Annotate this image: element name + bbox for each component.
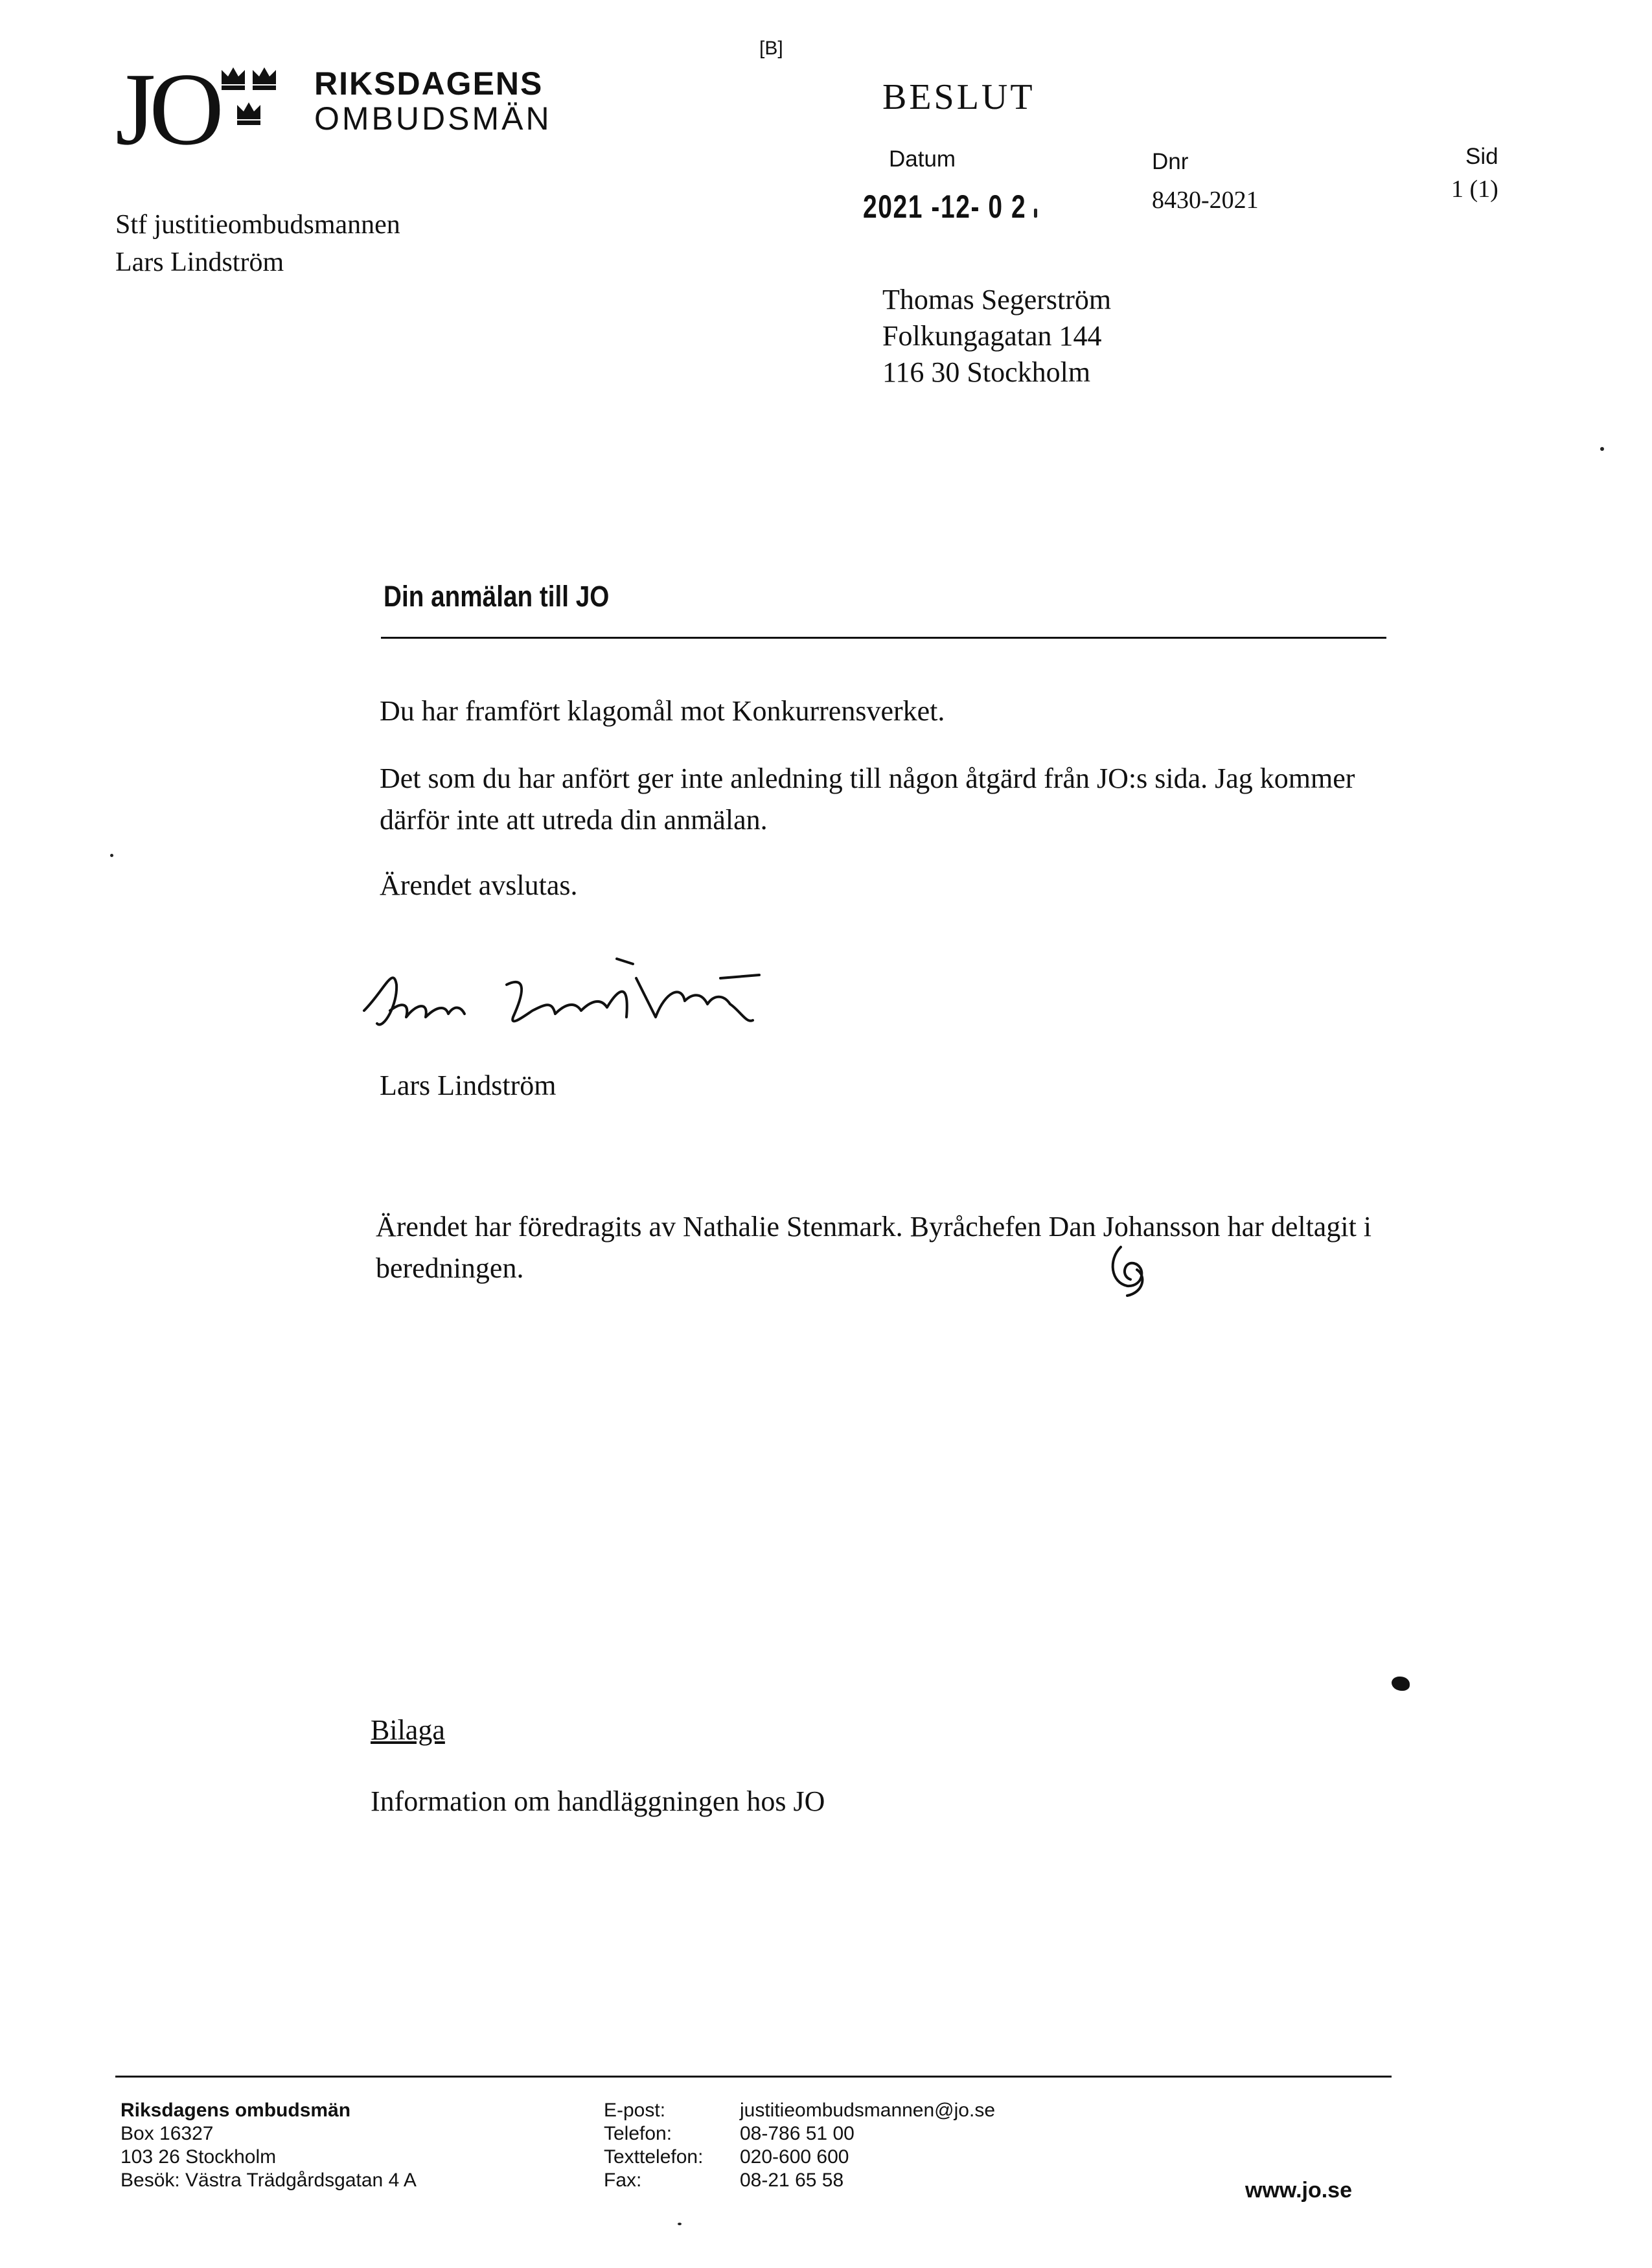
date-label: Datum <box>889 146 956 172</box>
scan-speck <box>678 2223 682 2225</box>
footer-address <box>120 2099 417 2192</box>
recipient-address <box>882 282 1111 391</box>
website-link: www.jo.se <box>1245 2178 1353 2203</box>
body-paragraph-2: Det som du har anfört ger inte anledning till någon åtgärd från JO:s sida. Jag kommer därför inte att utreda din anmälan. <box>380 762 1355 836</box>
recipient-street: Folkungagatan 144 <box>882 320 1102 352</box>
body-paragraph-1: Du har framfört klagomål mot Konkurrensverket. <box>380 695 945 727</box>
footer-org-name: Riksdagens ombudsmän <box>120 2100 351 2121</box>
org-logotype <box>314 66 552 136</box>
page-title: Din anmälan till JO <box>384 580 610 613</box>
contact-row <box>604 2146 995 2169</box>
scan-speck <box>1600 447 1604 451</box>
scan-speck <box>110 854 113 857</box>
handwritten-signature <box>358 939 850 1049</box>
org-name-line1: RIKSDAGENS <box>314 65 544 102</box>
footer-divider <box>115 2076 1392 2078</box>
signer-name: Lars Lindström <box>380 1070 556 1101</box>
email-label: E-post: <box>604 2100 666 2121</box>
page-label: Sid <box>1465 144 1498 169</box>
scan-speck <box>1034 209 1037 218</box>
footer-contacts <box>604 2099 995 2192</box>
footer-box: Box 16327 <box>120 2123 214 2144</box>
textphone-label: Texttelefon: <box>604 2146 704 2168</box>
date-stamp: 2021 -12- 0 2 <box>863 189 1027 225</box>
contact-row <box>604 2169 995 2192</box>
phone-label: Telefon: <box>604 2123 672 2144</box>
fax-label: Fax: <box>604 2170 642 2191</box>
attachment-item: Information om handläggningen hos JO <box>371 1785 825 1817</box>
attachment-label: Bilaga <box>371 1714 445 1746</box>
body-paragraph-3: Ärendet avslutas. <box>380 869 578 901</box>
phone-value: 08-786 51 00 <box>740 2123 855 2144</box>
dnr-value: 8430-2021 <box>1152 187 1259 214</box>
email-value: justitieombudsmannen@jo.se <box>740 2100 995 2121</box>
fax-value: 08-21 65 58 <box>740 2170 844 2191</box>
org-name-line2: OMBUDSMÄN <box>314 100 552 137</box>
body-paragraph-4: Ärendet har föredragits av Nathalie Stenmark. Byråchefen Dan Johansson har deltagit i beredningen. <box>376 1211 1372 1284</box>
footer-postal: 103 26 Stockholm <box>120 2146 277 2168</box>
ink-blot <box>1392 1677 1410 1691</box>
page-value: 1 (1) <box>1451 176 1498 203</box>
footer-visit: Besök: Västra Trädgårdsgatan 4 A <box>120 2170 417 2191</box>
recipient-name: Thomas Segerström <box>882 284 1112 315</box>
dnr-label: Dnr <box>1152 149 1189 174</box>
scan-marker: [B] <box>759 38 783 59</box>
logo-mark: JO <box>115 51 218 166</box>
textphone-value: 020-600 600 <box>740 2146 849 2168</box>
contact-row <box>604 2122 995 2146</box>
handwritten-initials <box>1101 1241 1160 1299</box>
sender-block <box>115 206 400 281</box>
contact-row <box>604 2099 995 2122</box>
recipient-postal: 116 30 Stockholm <box>882 356 1091 388</box>
sender-name: Lars Lindström <box>115 247 284 277</box>
sender-title: Stf justitieombudsmannen <box>115 210 400 240</box>
heading-divider <box>381 637 1386 639</box>
document-type: BESLUT <box>882 77 1035 117</box>
three-crowns-icon <box>219 65 310 136</box>
